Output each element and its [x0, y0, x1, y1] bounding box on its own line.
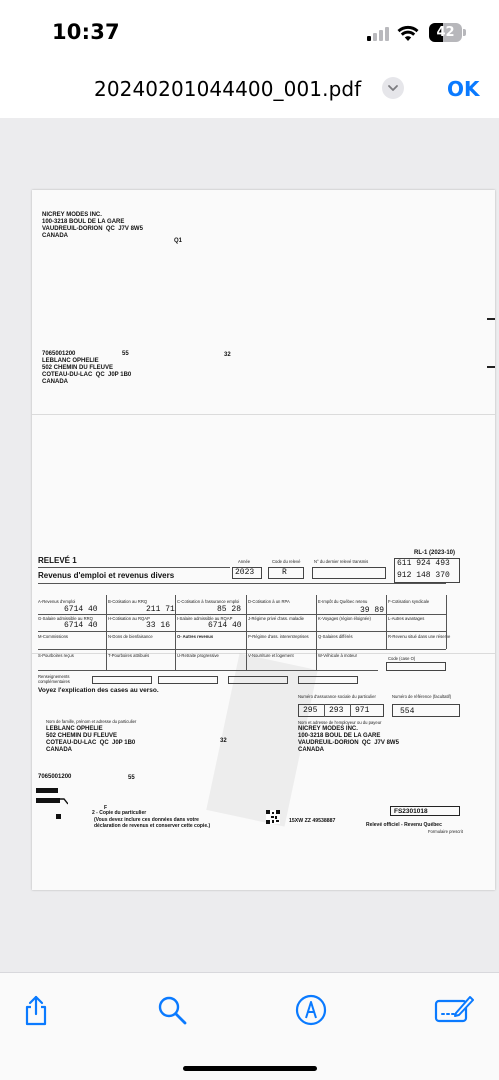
box-b-label: B-Cotisation au RRQ [108, 599, 148, 604]
search-icon[interactable] [155, 993, 189, 1027]
nas-part-1: 295 [303, 706, 318, 715]
box-u-label: U-Retraite progressive [177, 653, 219, 658]
box-r-label: R-Revenu situé dans une réserve [388, 634, 451, 639]
box-e-value: 39 89 [360, 606, 385, 615]
recipient-name: LEBLANC OPHELIE [46, 726, 103, 732]
status-time: 10:37 [52, 20, 120, 44]
box-c-label: C-Cotisation à l'assurance emploi [177, 599, 240, 604]
box-e-label: E-Impôt du Québec retenu [318, 599, 368, 604]
official-label: Relevé officiel - Revenu Québec [366, 822, 442, 828]
employee-address-1: 502 CHEMIN DU FLEUVE [42, 365, 114, 371]
box-q-label: Q-Salaires différés [318, 634, 353, 639]
box-w-label: W-Véhicule à moteur [318, 653, 358, 658]
label-ref-num: Numéro de référence (facultatif) [392, 694, 452, 699]
box-b-value: 211 71 [146, 605, 175, 614]
page-fold-line [32, 414, 495, 415]
nas-part-3: 971 [355, 706, 370, 715]
pdf-page[interactable] [32, 190, 495, 890]
label-code-releve: Code du relevé [272, 559, 301, 564]
recipient-ref-code: 55 [122, 351, 129, 357]
box-f-label: F-Cotisation syndicale [388, 599, 430, 604]
arrow-icon [56, 796, 68, 806]
payer-name: NICREY MODES INC. [298, 726, 358, 732]
code-q1: Q1 [174, 238, 183, 244]
bottom-toolbar [0, 972, 499, 1080]
wifi-icon [397, 25, 419, 42]
box-h-label: H-Cotisation au RQAP [108, 616, 150, 621]
label-annee: Année [238, 559, 251, 564]
box-a-value: 6714 40 [64, 605, 98, 614]
payer-country: CANADA [298, 747, 324, 753]
recipient-num: 32 [224, 352, 231, 358]
battery-level: 42 [436, 25, 455, 40]
box-i-label: I-Salaire admissible au RQAP [177, 616, 233, 621]
box-g-label: G-Salaire admissible au RRQ [38, 616, 93, 621]
annee-value: 2023 [235, 568, 255, 577]
page-edge-mark [487, 318, 495, 320]
box-a-label: A-Revenus d'emploi [38, 599, 76, 604]
box-g-value: 6714 40 [64, 621, 98, 630]
qr-barcode-icon [266, 810, 280, 824]
box-d-label: D-Cotisation à un RPA [248, 599, 290, 604]
label-nas: Numéro d'assurance sociale du particulier [298, 694, 376, 699]
copy-label: 2 - Copie du particulier [92, 810, 147, 816]
box-c-value: 85 28 [217, 605, 242, 614]
markup-icon[interactable] [294, 993, 328, 1027]
ref-num-value: 554 [400, 707, 415, 716]
barcode-text: 15XW ZZ 49538887 [289, 818, 336, 824]
copy-note: (Vous devez inclure ces données dans votre déclaration de revenus et conserver cette copie.) [94, 817, 211, 829]
home-indicator [183, 1066, 317, 1071]
prescribed-label: Formulaire prescrit [428, 829, 463, 834]
see-explanation: Voyez l'explication des cases au verso. [38, 687, 159, 694]
page-edge-mark [487, 366, 495, 368]
box-m-label: M-Commissions [38, 634, 69, 639]
battery-nub [463, 29, 466, 36]
box-n-label: N-Dons de bienfaisance [108, 634, 153, 639]
ok-button[interactable]: OK [447, 77, 480, 101]
employer-name: NICREY MODES INC. [42, 212, 102, 218]
box-l-label: L-Autres avantages [388, 616, 425, 621]
renseignements-label: Renseignements complémentaires [38, 674, 70, 684]
chevron-down-icon[interactable] [382, 77, 404, 99]
pdf-viewer[interactable] [0, 118, 499, 972]
nas-part-2: 293 [329, 706, 344, 715]
signature-icon[interactable] [434, 993, 474, 1027]
box-k-label: K-Voyages (région éloignée) [318, 616, 371, 621]
form-subtitle: Revenus d'emploi et revenus divers [38, 571, 175, 580]
box-h-value: 33 16 [146, 621, 171, 630]
form-number: FS2301018 [394, 808, 428, 815]
label-payer-name: Nom et adresse de l'employeur ou du payeur [298, 720, 382, 725]
box-o-label: O- Autres revenus [177, 634, 214, 639]
box-t-label: T-Pourboires attribués [108, 653, 150, 658]
form-code: RL-1 (2023-10) [414, 550, 456, 556]
recipient-ref-2: 7065001200 [38, 774, 72, 780]
black-tab-marker [36, 788, 58, 793]
code-releve-value: R [282, 568, 287, 577]
box-case-o-label: Code (case O) [388, 656, 416, 661]
file-name-title[interactable]: 20240201044400_001.pdf [94, 77, 362, 101]
employer-country: CANADA [42, 233, 68, 239]
recipient-country: CANADA [46, 747, 72, 753]
payer-address-2: VAUDREUIL-DORION QC J7V 8W5 [298, 740, 399, 746]
label-dernier-releve: N° du dernier relevé transmis [314, 559, 369, 564]
label-recipient-name: Nom de famille, prénom et adresse du particulier [46, 719, 137, 724]
recipient-num-2: 32 [220, 738, 227, 744]
mark-f: F [104, 805, 108, 811]
box-i-value: 6714 40 [208, 621, 242, 630]
status-bar [0, 0, 499, 66]
cellular-signal-icon [367, 27, 391, 41]
payer-address-1: 100-3218 BOUL DE LA GARE [298, 733, 381, 739]
viewer-header [0, 66, 499, 118]
number-1: 611 924 493 [397, 559, 450, 568]
recipient-ref-code-2: 55 [128, 775, 135, 781]
box-j-label: J-Régime privé d'ass. maladie [248, 616, 304, 621]
box-v-label: V-Nourriture et logement [248, 653, 294, 658]
recipient-address-2: COTEAU-DU-LAC QC J0P 1B0 [46, 740, 136, 746]
black-square-marker [56, 814, 61, 819]
box-s-label: S-Pourboires reçus [38, 653, 74, 658]
employee-address-2: COTEAU-DU-LAC QC J0P 1B0 [42, 372, 132, 378]
recipient-ref: 7065001200 [42, 351, 76, 357]
employer-address-2: VAUDREUIL-DORION QC J7V 8W5 [42, 226, 143, 232]
employee-name: LEBLANC OPHELIE [42, 358, 99, 364]
share-icon[interactable] [19, 993, 53, 1027]
box-p-label: P-Régime d'ass. interentreprises [248, 634, 309, 639]
form-title: RELEVÉ 1 [38, 556, 77, 565]
number-2: 912 148 370 [397, 571, 450, 580]
battery-icon [429, 23, 462, 42]
employer-address-1: 100-3218 BOUL DE LA GARE [42, 219, 125, 225]
employee-country: CANADA [42, 379, 68, 385]
recipient-address-1: 502 CHEMIN DU FLEUVE [46, 733, 118, 739]
